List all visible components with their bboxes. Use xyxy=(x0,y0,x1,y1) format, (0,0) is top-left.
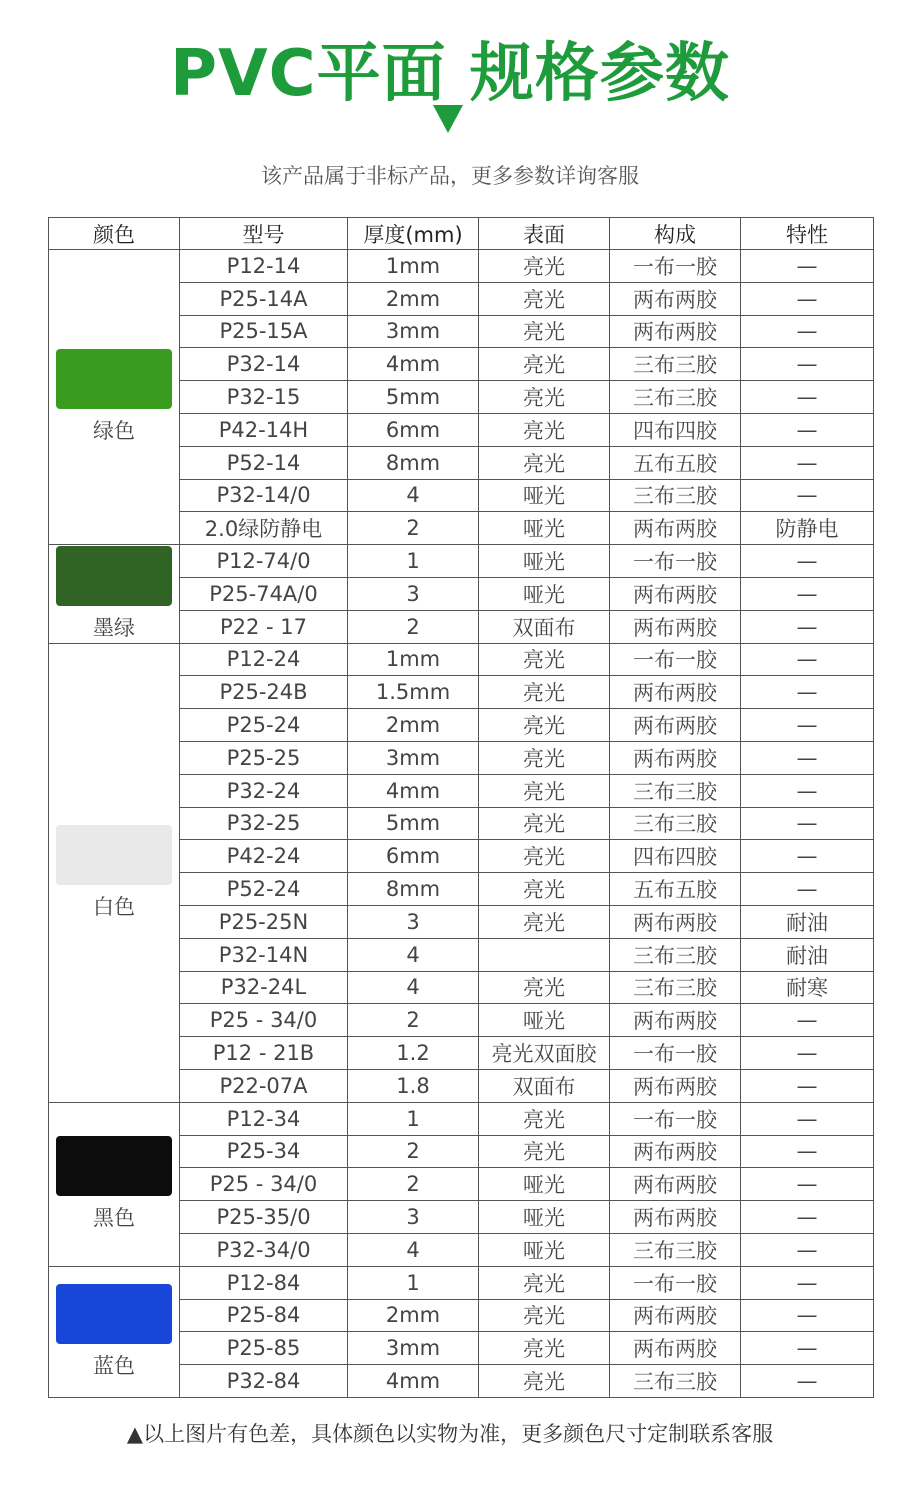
color-swatch xyxy=(56,825,172,885)
model-cell: P22 - 17 xyxy=(180,610,348,643)
surface-cell: 亮光 xyxy=(479,282,610,315)
composition-cell: 两布两胶 xyxy=(610,610,741,643)
model-cell: P32-15 xyxy=(180,381,348,414)
color-group-cell xyxy=(49,643,180,1102)
surface-cell: 亮光 xyxy=(479,446,610,479)
model-cell: P52-14 xyxy=(180,446,348,479)
surface-cell: 亮光 xyxy=(479,348,610,381)
composition-cell: 一布一胶 xyxy=(610,250,741,283)
model-cell: P12-74/0 xyxy=(180,545,348,578)
feature-cell: — xyxy=(741,840,874,873)
header-composition: 构成 xyxy=(610,218,741,250)
thickness-cell: 1 xyxy=(348,1266,479,1299)
thickness-cell: 1 xyxy=(348,1102,479,1135)
model-cell: P25-85 xyxy=(180,1332,348,1365)
surface-cell: 亮光 xyxy=(479,873,610,906)
feature-cell: — xyxy=(741,873,874,906)
surface-cell: 亮光 xyxy=(479,905,610,938)
feature-cell: 耐油 xyxy=(741,905,874,938)
model-cell: P32-14N xyxy=(180,938,348,971)
table-row xyxy=(49,1102,874,1135)
model-cell: P25-25 xyxy=(180,741,348,774)
model-cell: P25-24 xyxy=(180,709,348,742)
model-cell: 2.0绿防静电 xyxy=(180,512,348,545)
composition-cell: 两布两胶 xyxy=(610,1201,741,1234)
thickness-cell: 2 xyxy=(348,1135,479,1168)
surface-cell: 哑光 xyxy=(479,479,610,512)
thickness-cell: 4mm xyxy=(348,774,479,807)
model-cell: P32-24 xyxy=(180,774,348,807)
feature-cell: — xyxy=(741,282,874,315)
color-name-label: 白色 xyxy=(93,894,135,919)
composition-cell: 一布一胶 xyxy=(610,1102,741,1135)
header-thickness: 厚度(mm) xyxy=(348,218,479,250)
thickness-cell: 4mm xyxy=(348,1365,479,1398)
thickness-cell: 6mm xyxy=(348,413,479,446)
spec-table xyxy=(48,217,874,1398)
feature-cell: — xyxy=(741,1332,874,1365)
feature-cell: — xyxy=(741,1266,874,1299)
feature-cell: — xyxy=(741,315,874,348)
feature-cell: — xyxy=(741,545,874,578)
model-cell: P22-07A xyxy=(180,1069,348,1102)
model-cell: P42-24 xyxy=(180,840,348,873)
model-cell: P32-24L xyxy=(180,971,348,1004)
thickness-cell: 2 xyxy=(348,512,479,545)
composition-cell: 两布两胶 xyxy=(610,315,741,348)
feature-cell: — xyxy=(741,479,874,512)
feature-cell: — xyxy=(741,250,874,283)
composition-cell: 两布两胶 xyxy=(610,1069,741,1102)
model-cell: P32-34/0 xyxy=(180,1233,348,1266)
model-cell: P32-14/0 xyxy=(180,479,348,512)
composition-cell: 两布两胶 xyxy=(610,1299,741,1332)
surface-cell: 双面布 xyxy=(479,1069,610,1102)
feature-cell: 耐寒 xyxy=(741,971,874,1004)
model-cell: P25 - 34/0 xyxy=(180,1004,348,1037)
model-cell: P32-84 xyxy=(180,1365,348,1398)
model-cell: P25-84 xyxy=(180,1299,348,1332)
surface-cell: 亮光 xyxy=(479,250,610,283)
feature-cell: — xyxy=(741,1069,874,1102)
feature-cell: — xyxy=(741,741,874,774)
surface-cell: 哑光 xyxy=(479,1168,610,1201)
color-group-cell xyxy=(49,545,180,643)
thickness-cell: 5mm xyxy=(348,807,479,840)
thickness-cell: 1mm xyxy=(348,643,479,676)
feature-cell: — xyxy=(741,413,874,446)
header-model: 型号 xyxy=(180,218,348,250)
surface-cell: 亮光 xyxy=(479,413,610,446)
color-swatch xyxy=(56,546,172,606)
surface-cell: 亮光 xyxy=(479,1365,610,1398)
model-cell: P42-14H xyxy=(180,413,348,446)
feature-cell: — xyxy=(741,1233,874,1266)
composition-cell: 四布四胶 xyxy=(610,413,741,446)
feature-cell: 防静电 xyxy=(741,512,874,545)
table-row xyxy=(49,1266,874,1299)
feature-cell: — xyxy=(741,676,874,709)
thickness-cell: 4mm xyxy=(348,348,479,381)
table-row xyxy=(49,545,874,578)
surface-cell: 亮光 xyxy=(479,1332,610,1365)
surface-cell: 亮光 xyxy=(479,676,610,709)
feature-cell: — xyxy=(741,348,874,381)
surface-cell: 哑光 xyxy=(479,1201,610,1234)
header-row xyxy=(49,218,874,250)
thickness-cell: 3mm xyxy=(348,315,479,348)
surface-cell xyxy=(479,938,610,971)
composition-cell: 一布一胶 xyxy=(610,643,741,676)
composition-cell: 一布一胶 xyxy=(610,545,741,578)
composition-cell: 五布五胶 xyxy=(610,446,741,479)
feature-cell: — xyxy=(741,446,874,479)
surface-cell: 亮光 xyxy=(479,381,610,414)
color-swatch xyxy=(56,1136,172,1196)
header-feature: 特性 xyxy=(741,218,874,250)
feature-cell: — xyxy=(741,577,874,610)
page-title: PVC平面 规格参数 xyxy=(170,37,730,111)
composition-cell: 三布三胶 xyxy=(610,1365,741,1398)
composition-cell: 四布四胶 xyxy=(610,840,741,873)
composition-cell: 两布两胶 xyxy=(610,1004,741,1037)
color-name-label: 蓝色 xyxy=(93,1353,135,1378)
model-cell: P12-14 xyxy=(180,250,348,283)
thickness-cell: 3 xyxy=(348,1201,479,1234)
model-cell: P25-34 xyxy=(180,1135,348,1168)
model-cell: P32-14 xyxy=(180,348,348,381)
header-color: 颜色 xyxy=(49,218,180,250)
model-cell: P25-24B xyxy=(180,676,348,709)
feature-cell: — xyxy=(741,381,874,414)
surface-cell: 亮光 xyxy=(479,1266,610,1299)
thickness-cell: 4 xyxy=(348,938,479,971)
model-cell: P25-35/0 xyxy=(180,1201,348,1234)
surface-cell: 亮光 xyxy=(479,840,610,873)
thickness-cell: 3 xyxy=(348,905,479,938)
thickness-cell: 3mm xyxy=(348,1332,479,1365)
footer-note: ▲以上图片有色差，具体颜色以实物为准，更多颜色尺寸定制联系客服 xyxy=(126,1422,774,1446)
down-arrow-icon xyxy=(433,105,463,133)
composition-cell: 两布两胶 xyxy=(610,676,741,709)
surface-cell: 亮光 xyxy=(479,741,610,774)
feature-cell: — xyxy=(741,1299,874,1332)
model-cell: P25 - 34/0 xyxy=(180,1168,348,1201)
thickness-cell: 1mm xyxy=(348,250,479,283)
composition-cell: 三布三胶 xyxy=(610,1233,741,1266)
composition-cell: 两布两胶 xyxy=(610,282,741,315)
model-cell: P52-24 xyxy=(180,873,348,906)
thickness-cell: 2 xyxy=(348,1004,479,1037)
composition-cell: 两布两胶 xyxy=(610,1332,741,1365)
color-swatch xyxy=(56,349,172,409)
surface-cell: 双面布 xyxy=(479,610,610,643)
thickness-cell: 1 xyxy=(348,545,479,578)
table-row xyxy=(49,250,874,283)
composition-cell: 三布三胶 xyxy=(610,381,741,414)
composition-cell: 两布两胶 xyxy=(610,512,741,545)
composition-cell: 两布两胶 xyxy=(610,577,741,610)
thickness-cell: 5mm xyxy=(348,381,479,414)
surface-cell: 亮光 xyxy=(479,1299,610,1332)
composition-cell: 两布两胶 xyxy=(610,709,741,742)
composition-cell: 三布三胶 xyxy=(610,774,741,807)
model-cell: P25-25N xyxy=(180,905,348,938)
feature-cell: — xyxy=(741,1004,874,1037)
model-cell: P25-14A xyxy=(180,282,348,315)
composition-cell: 三布三胶 xyxy=(610,971,741,1004)
thickness-cell: 2mm xyxy=(348,1299,479,1332)
thickness-cell: 3mm xyxy=(348,741,479,774)
composition-cell: 三布三胶 xyxy=(610,807,741,840)
model-cell: P25-15A xyxy=(180,315,348,348)
thickness-cell: 4 xyxy=(348,971,479,1004)
composition-cell: 两布两胶 xyxy=(610,1168,741,1201)
color-name-label: 绿色 xyxy=(93,419,135,444)
thickness-cell: 4 xyxy=(348,1233,479,1266)
thickness-cell: 4 xyxy=(348,479,479,512)
composition-cell: 两布两胶 xyxy=(610,741,741,774)
surface-cell: 亮光 xyxy=(479,807,610,840)
model-cell: P12-84 xyxy=(180,1266,348,1299)
feature-cell: — xyxy=(741,807,874,840)
composition-cell: 三布三胶 xyxy=(610,938,741,971)
feature-cell: — xyxy=(741,1168,874,1201)
surface-cell: 亮光 xyxy=(479,971,610,1004)
surface-cell: 哑光 xyxy=(479,1004,610,1037)
surface-cell: 亮光 xyxy=(479,1102,610,1135)
surface-cell: 亮光 xyxy=(479,774,610,807)
color-group-cell xyxy=(49,1102,180,1266)
thickness-cell: 2mm xyxy=(348,282,479,315)
model-cell: P32-25 xyxy=(180,807,348,840)
spec-table-body xyxy=(49,250,874,1398)
page-subtitle: 该产品属于非标产品，更多参数详询客服 xyxy=(261,164,639,188)
feature-cell: — xyxy=(741,1135,874,1168)
composition-cell: 五布五胶 xyxy=(610,873,741,906)
thickness-cell: 8mm xyxy=(348,446,479,479)
header-surface: 表面 xyxy=(479,218,610,250)
thickness-cell: 1.2 xyxy=(348,1037,479,1070)
thickness-cell: 1.5mm xyxy=(348,676,479,709)
thickness-cell: 6mm xyxy=(348,840,479,873)
feature-cell: — xyxy=(741,1201,874,1234)
thickness-cell: 8mm xyxy=(348,873,479,906)
model-cell: P12-34 xyxy=(180,1102,348,1135)
color-group-cell xyxy=(49,1266,180,1397)
surface-cell: 亮光 xyxy=(479,709,610,742)
composition-cell: 三布三胶 xyxy=(610,348,741,381)
thickness-cell: 2mm xyxy=(348,709,479,742)
surface-cell: 哑光 xyxy=(479,512,610,545)
color-group-cell xyxy=(49,250,180,545)
feature-cell: 耐油 xyxy=(741,938,874,971)
surface-cell: 哑光 xyxy=(479,545,610,578)
thickness-cell: 1.8 xyxy=(348,1069,479,1102)
model-cell: P12 - 21B xyxy=(180,1037,348,1070)
thickness-cell: 3 xyxy=(348,577,479,610)
surface-cell: 亮光 xyxy=(479,315,610,348)
surface-cell: 亮光 xyxy=(479,643,610,676)
feature-cell: — xyxy=(741,774,874,807)
color-name-label: 墨绿 xyxy=(93,615,135,640)
composition-cell: 一布一胶 xyxy=(610,1266,741,1299)
surface-cell: 哑光 xyxy=(479,1233,610,1266)
surface-cell: 亮光双面胶 xyxy=(479,1037,610,1070)
thickness-cell: 2 xyxy=(348,1168,479,1201)
composition-cell: 两布两胶 xyxy=(610,1135,741,1168)
feature-cell: — xyxy=(741,709,874,742)
feature-cell: — xyxy=(741,1037,874,1070)
surface-cell: 哑光 xyxy=(479,577,610,610)
thickness-cell: 2 xyxy=(348,610,479,643)
composition-cell: 三布三胶 xyxy=(610,479,741,512)
model-cell: P25-74A/0 xyxy=(180,577,348,610)
feature-cell: — xyxy=(741,1365,874,1398)
model-cell: P12-24 xyxy=(180,643,348,676)
composition-cell: 两布两胶 xyxy=(610,905,741,938)
feature-cell: — xyxy=(741,1102,874,1135)
table-row xyxy=(49,643,874,676)
surface-cell: 亮光 xyxy=(479,1135,610,1168)
composition-cell: 一布一胶 xyxy=(610,1037,741,1070)
feature-cell: — xyxy=(741,643,874,676)
feature-cell: — xyxy=(741,610,874,643)
color-name-label: 黑色 xyxy=(93,1206,135,1231)
color-swatch xyxy=(56,1284,172,1344)
